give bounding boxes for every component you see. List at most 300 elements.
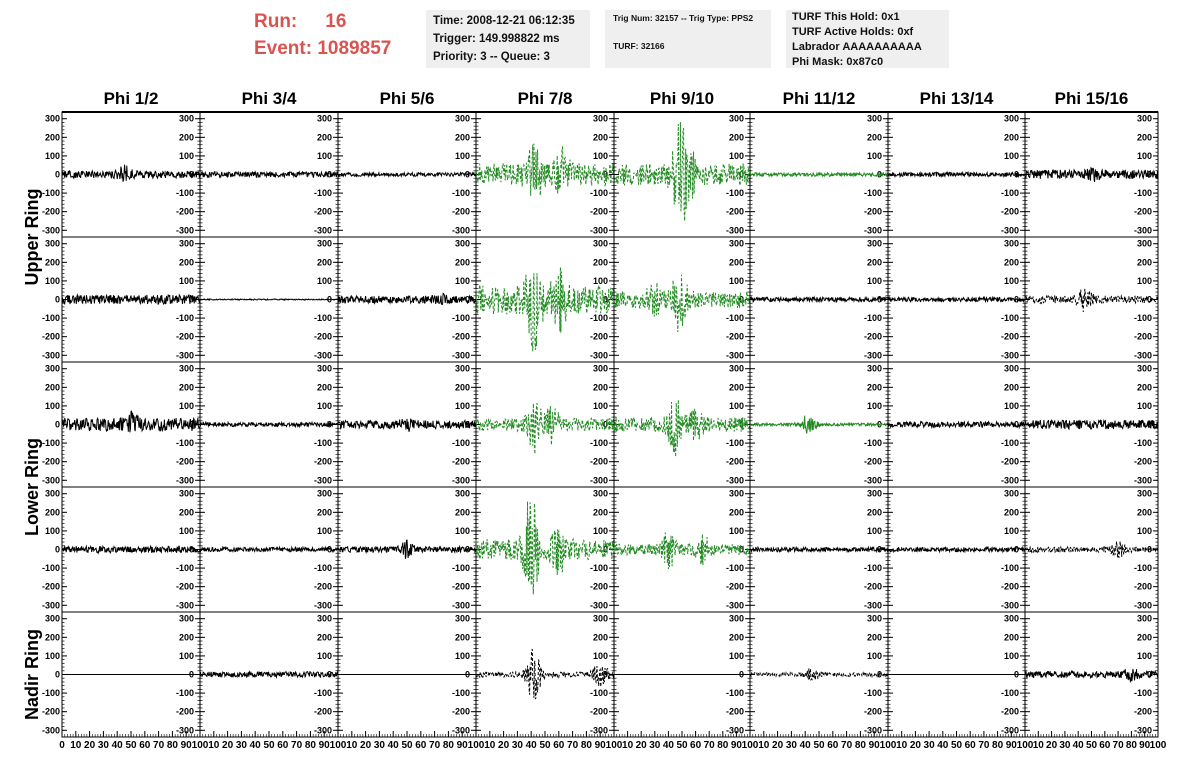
x-tick-label: 100: [329, 740, 347, 751]
x-tick-label: 30: [235, 740, 247, 751]
run-value: 16: [325, 11, 347, 32]
y-tick-label: 300: [728, 238, 744, 249]
x-tick-label: 70: [1112, 740, 1124, 751]
y-tick-label: -100: [725, 438, 744, 449]
x-tick-label: 20: [772, 740, 784, 751]
run-label: Run:: [254, 11, 298, 32]
turf-hold-text: TURF This Hold: 0x1: [792, 11, 900, 23]
y-tick-label: -100: [589, 438, 608, 449]
y-tick-label: 300: [178, 488, 194, 499]
y-tick-label: -300: [175, 600, 194, 611]
y-tick-label: -300: [725, 225, 744, 236]
y-tick-label: -100: [863, 188, 882, 199]
y-tick-label: 200: [44, 257, 60, 268]
waveform-panel: [888, 612, 1034, 751]
x-tick-label: 90: [456, 740, 468, 751]
y-tick-label: 300: [728, 113, 744, 124]
waveform-panel: [42, 112, 200, 237]
y-tick-label: -300: [589, 600, 608, 611]
y-tick-label: -100: [863, 688, 882, 699]
y-tick-label: 200: [178, 257, 194, 268]
waveform-panel: [888, 362, 1025, 487]
y-tick-label: 300: [178, 238, 194, 249]
y-tick-label: -100: [313, 188, 332, 199]
waveform-trace: [1025, 541, 1158, 558]
y-tick-label: 0: [188, 294, 194, 305]
x-tick-label: 30: [511, 740, 523, 751]
y-tick-label: -300: [313, 600, 332, 611]
y-tick-label: 0: [326, 419, 332, 430]
y-tick-label: -300: [863, 475, 882, 486]
y-tick-label: -200: [725, 456, 744, 467]
y-tick-label: 200: [592, 382, 608, 393]
y-tick-label: 0: [602, 294, 608, 305]
y-tick-label: -200: [725, 331, 744, 342]
y-tick-label: 300: [1136, 488, 1152, 499]
y-tick-label: -300: [313, 350, 332, 361]
x-tick-label: 60: [553, 740, 565, 751]
y-tick-label: 300: [44, 613, 60, 624]
y-tick-label: -100: [175, 313, 194, 324]
y-tick-label: -300: [1000, 725, 1019, 736]
y-tick-label: -200: [589, 706, 608, 717]
y-tick-label: 100: [454, 275, 470, 286]
x-tick-label: 50: [263, 740, 275, 751]
y-tick-label: -300: [725, 350, 744, 361]
x-tick-label: 80: [1125, 740, 1137, 751]
y-tick-label: 300: [454, 113, 470, 124]
y-tick-label: 300: [728, 613, 744, 624]
y-tick-label: 100: [178, 275, 194, 286]
y-tick-label: -300: [175, 475, 194, 486]
y-tick-label: -200: [863, 331, 882, 342]
waveform-trace: [200, 547, 338, 551]
y-tick-label: 0: [876, 169, 882, 180]
priority-text: Priority: 3 -- Queue: 3: [433, 51, 550, 63]
y-tick-label: 100: [454, 150, 470, 161]
y-tick-label: 300: [316, 613, 332, 624]
y-tick-label: -300: [1133, 225, 1152, 236]
y-tick-label: -200: [313, 331, 332, 342]
x-tick-label: 10: [758, 740, 770, 751]
y-tick-label: 100: [866, 275, 882, 286]
x-tick-label: 80: [580, 740, 592, 751]
y-tick-label: 300: [592, 238, 608, 249]
y-tick-label: -100: [1000, 188, 1019, 199]
y-tick-label: -100: [725, 688, 744, 699]
y-tick-label: 300: [866, 363, 882, 374]
trig-num-text: Trig Num: 32157 -- Trig Type: PPS2: [613, 13, 754, 23]
x-tick-label: 100: [605, 740, 623, 751]
y-tick-label: -200: [589, 206, 608, 217]
x-tick-label: 10: [896, 740, 908, 751]
x-tick-label: 20: [498, 740, 510, 751]
x-tick-label: 20: [360, 740, 372, 751]
y-tick-label: -300: [863, 350, 882, 361]
y-tick-label: 100: [454, 650, 470, 661]
y-tick-label: 200: [1136, 132, 1152, 143]
x-tick-label: 90: [1139, 740, 1151, 751]
y-tick-label: -100: [1000, 688, 1019, 699]
waveform-trace: [1025, 168, 1158, 182]
y-tick-label: -100: [175, 563, 194, 574]
y-tick-label: 300: [316, 238, 332, 249]
y-tick-label: 0: [1146, 544, 1152, 555]
column-label: Phi 5/6: [379, 89, 435, 108]
trigger-text: Trigger: 149.998822 ms: [433, 33, 560, 45]
waveform-panel: [888, 112, 1025, 237]
x-tick-label: 60: [277, 740, 289, 751]
x-tick-label: 0: [59, 740, 65, 751]
waveform-panel: [476, 112, 614, 237]
y-tick-label: 100: [316, 400, 332, 411]
y-tick-label: 200: [454, 632, 470, 643]
y-tick-label: -200: [589, 456, 608, 467]
y-tick-label: -100: [41, 313, 60, 324]
waveform-panel: [200, 487, 338, 612]
y-tick-label: 100: [728, 275, 744, 286]
y-tick-label: -200: [41, 331, 60, 342]
y-tick-label: 200: [316, 507, 332, 518]
x-tick-label: 10: [484, 740, 496, 751]
y-tick-label: -100: [313, 313, 332, 324]
y-tick-label: -200: [1000, 456, 1019, 467]
y-tick-label: -300: [451, 225, 470, 236]
y-tick-label: 200: [1136, 507, 1152, 518]
y-tick-label: 100: [316, 150, 332, 161]
y-tick-label: 100: [178, 150, 194, 161]
waveform-panel: [200, 362, 338, 487]
y-tick-label: -300: [725, 600, 744, 611]
y-tick-label: 0: [738, 669, 744, 680]
y-tick-label: 300: [454, 613, 470, 624]
y-tick-label: 0: [54, 544, 60, 555]
y-tick-label: 200: [728, 507, 744, 518]
y-tick-label: 100: [44, 275, 60, 286]
x-tick-label: 30: [1059, 740, 1071, 751]
y-tick-label: 300: [44, 238, 60, 249]
y-tick-label: 300: [866, 238, 882, 249]
y-tick-label: -200: [41, 206, 60, 217]
y-tick-label: -100: [863, 563, 882, 574]
x-tick-label: 40: [662, 740, 674, 751]
y-tick-label: -300: [1133, 600, 1152, 611]
waveform-panel: [1025, 612, 1167, 751]
y-tick-label: 200: [866, 257, 882, 268]
x-tick-label: 10: [1032, 740, 1044, 751]
waveform-trace: [888, 172, 1025, 176]
y-tick-label: -300: [725, 475, 744, 486]
y-tick-label: 300: [1003, 488, 1019, 499]
x-tick-label: 60: [1099, 740, 1111, 751]
y-tick-label: -200: [313, 206, 332, 217]
y-tick-label: 0: [54, 169, 60, 180]
y-tick-label: 0: [1013, 294, 1019, 305]
waveform-panel: [338, 362, 476, 487]
y-tick-label: 300: [728, 488, 744, 499]
waveform-panel: [476, 362, 614, 487]
y-tick-label: 0: [602, 544, 608, 555]
waveform-trace: [750, 547, 888, 551]
y-tick-label: -100: [1133, 188, 1152, 199]
y-tick-label: -300: [41, 475, 60, 486]
y-tick-label: 0: [876, 419, 882, 430]
waveform-panel: [750, 612, 897, 751]
y-tick-label: -100: [589, 313, 608, 324]
y-tick-label: 100: [592, 150, 608, 161]
x-tick-label: 60: [964, 740, 976, 751]
waveform-panel: [1025, 112, 1158, 237]
y-tick-label: -200: [863, 581, 882, 592]
ring-label: Lower Ring: [22, 438, 42, 536]
waveform-panel: [338, 237, 476, 362]
x-tick-label: 40: [525, 740, 537, 751]
waveform-panel: [614, 237, 750, 362]
y-tick-label: 0: [738, 544, 744, 555]
y-tick-label: 0: [464, 419, 470, 430]
y-tick-label: 300: [454, 363, 470, 374]
y-tick-label: 200: [44, 132, 60, 143]
y-tick-label: 0: [54, 669, 60, 680]
y-tick-label: -300: [863, 600, 882, 611]
waveform-trace: [338, 173, 476, 177]
y-tick-label: 100: [316, 275, 332, 286]
y-tick-label: 200: [454, 132, 470, 143]
y-tick-label: 200: [592, 257, 608, 268]
y-tick-label: 100: [1003, 275, 1019, 286]
y-tick-label: 0: [876, 294, 882, 305]
y-tick-label: 0: [326, 294, 332, 305]
y-tick-label: 200: [592, 507, 608, 518]
y-tick-label: 200: [316, 632, 332, 643]
y-tick-label: -100: [1133, 313, 1152, 324]
waveform-trace: [62, 411, 200, 432]
y-tick-label: -100: [725, 563, 744, 574]
y-tick-label: 200: [592, 632, 608, 643]
y-tick-label: 200: [178, 132, 194, 143]
y-tick-label: 100: [44, 650, 60, 661]
waveform-trace: [200, 169, 338, 180]
x-tick-label: 40: [799, 740, 811, 751]
y-tick-label: -200: [451, 331, 470, 342]
y-tick-label: -200: [1000, 206, 1019, 217]
y-tick-label: 300: [866, 113, 882, 124]
y-tick-label: 200: [454, 257, 470, 268]
y-tick-label: 0: [602, 169, 608, 180]
y-tick-label: 200: [866, 382, 882, 393]
y-tick-label: 0: [602, 419, 608, 430]
y-tick-label: -200: [41, 581, 60, 592]
y-tick-label: 200: [316, 257, 332, 268]
y-tick-label: -100: [41, 563, 60, 574]
x-tick-label: 70: [153, 740, 165, 751]
waveform-trace: [200, 299, 338, 300]
y-tick-label: 300: [1136, 363, 1152, 374]
x-tick-label: 50: [539, 740, 551, 751]
y-tick-label: -200: [725, 581, 744, 592]
x-tick-label: 70: [429, 740, 441, 751]
waveform-trace: [750, 668, 888, 680]
y-tick-label: -300: [313, 725, 332, 736]
waveform-panel: [338, 612, 485, 751]
x-tick-label: 100: [879, 740, 897, 751]
y-tick-label: 0: [188, 419, 194, 430]
y-tick-label: -200: [175, 581, 194, 592]
y-tick-label: 300: [592, 113, 608, 124]
x-tick-label: 40: [387, 740, 399, 751]
y-tick-label: 100: [1003, 525, 1019, 536]
y-tick-label: -200: [1133, 581, 1152, 592]
y-tick-label: 200: [178, 382, 194, 393]
y-tick-label: 0: [326, 544, 332, 555]
x-tick-label: 50: [1085, 740, 1098, 751]
y-tick-label: -300: [451, 725, 470, 736]
y-tick-label: 0: [876, 669, 882, 680]
waveform-panel: [338, 112, 476, 237]
y-tick-label: 100: [728, 650, 744, 661]
y-tick-label: -100: [175, 688, 194, 699]
y-tick-label: -300: [175, 225, 194, 236]
y-tick-label: 300: [1003, 238, 1019, 249]
x-tick-label: 90: [180, 740, 192, 751]
waveform-trace: [888, 547, 1025, 551]
y-tick-label: -300: [175, 725, 194, 736]
y-tick-label: 200: [1003, 632, 1019, 643]
waveform-trace: [888, 419, 1025, 430]
column-label: Phi 9/10: [649, 89, 715, 108]
y-tick-label: -100: [1000, 313, 1019, 324]
x-tick-label: 10: [208, 740, 220, 751]
y-tick-label: 200: [316, 382, 332, 393]
y-tick-label: -300: [313, 475, 332, 486]
y-tick-label: -300: [1000, 350, 1019, 361]
y-tick-label: -100: [1000, 563, 1019, 574]
waveform-trace: [200, 669, 338, 680]
y-tick-label: 300: [1136, 613, 1152, 624]
waveform-panel: [614, 112, 750, 237]
y-tick-label: -200: [1133, 706, 1152, 717]
column-label: Phi 7/8: [517, 89, 573, 108]
y-tick-label: 100: [1136, 650, 1152, 661]
turf-active-text: TURF Active Holds: 0xf: [792, 26, 914, 38]
y-tick-label: 200: [728, 382, 744, 393]
x-tick-label: 80: [854, 740, 866, 751]
y-tick-label: -200: [1000, 581, 1019, 592]
y-tick-label: -200: [451, 456, 470, 467]
waveform-trace: [338, 540, 476, 559]
x-tick-label: 80: [442, 740, 454, 751]
y-tick-label: 0: [188, 544, 194, 555]
waveform-panel: [42, 362, 200, 487]
y-tick-label: 100: [1003, 650, 1019, 661]
waveform-trace: [1025, 289, 1158, 312]
waveform-panel: [1025, 362, 1158, 487]
x-tick-label: 70: [978, 740, 990, 751]
y-tick-label: 100: [44, 150, 60, 161]
y-tick-label: -200: [1000, 706, 1019, 717]
waveform-panel: [338, 487, 476, 612]
x-tick-label: 70: [841, 740, 853, 751]
y-tick-label: -100: [41, 688, 60, 699]
y-tick-label: -200: [175, 331, 194, 342]
y-tick-label: 0: [464, 669, 470, 680]
waveform-panel: [750, 112, 888, 237]
column-label: Phi 3/4: [241, 89, 297, 108]
y-tick-label: -200: [725, 206, 744, 217]
y-tick-label: 100: [316, 525, 332, 536]
y-tick-label: 300: [178, 613, 194, 624]
y-tick-label: -100: [451, 438, 470, 449]
y-tick-label: -300: [175, 350, 194, 361]
y-tick-label: -300: [451, 475, 470, 486]
y-tick-label: 100: [592, 275, 608, 286]
y-tick-label: 200: [1003, 507, 1019, 518]
y-tick-label: -300: [41, 225, 60, 236]
x-tick-label: 60: [139, 740, 151, 751]
y-tick-label: 300: [592, 613, 608, 624]
y-tick-label: 0: [1013, 669, 1019, 680]
y-tick-label: 200: [44, 632, 60, 643]
y-tick-label: 0: [464, 544, 470, 555]
x-tick-label: 50: [125, 740, 137, 751]
y-tick-label: -100: [589, 188, 608, 199]
y-tick-label: 0: [464, 169, 470, 180]
waveform-trace: [62, 165, 200, 182]
y-tick-label: 300: [1136, 238, 1152, 249]
y-tick-label: -200: [589, 331, 608, 342]
waveform-panel: [42, 612, 209, 751]
y-tick-label: 300: [1136, 113, 1152, 124]
waveform-panel: [476, 487, 614, 612]
waveform-panel: [476, 237, 614, 362]
y-tick-label: -200: [313, 581, 332, 592]
y-tick-label: 0: [1146, 294, 1152, 305]
y-tick-label: 100: [728, 525, 744, 536]
y-tick-label: 300: [316, 363, 332, 374]
y-tick-label: 0: [738, 419, 744, 430]
y-tick-label: 0: [738, 294, 744, 305]
y-tick-label: -300: [41, 725, 60, 736]
y-tick-label: 100: [1136, 525, 1152, 536]
y-tick-label: 0: [1146, 419, 1152, 430]
y-tick-label: -100: [175, 438, 194, 449]
y-tick-label: 100: [728, 400, 744, 411]
y-tick-label: 300: [44, 113, 60, 124]
x-tick-label: 30: [923, 740, 935, 751]
y-tick-label: -100: [725, 188, 744, 199]
waveform-panel: [42, 487, 200, 612]
y-tick-label: 200: [728, 132, 744, 143]
y-tick-label: -200: [1133, 331, 1152, 342]
time-text: Time: 2008-12-21 06:12:35: [433, 15, 575, 27]
y-tick-label: 200: [866, 132, 882, 143]
y-tick-label: 0: [188, 169, 194, 180]
waveform-panel: [200, 612, 347, 751]
y-tick-label: -300: [1000, 475, 1019, 486]
y-tick-label: -200: [175, 456, 194, 467]
x-tick-label: 90: [1005, 740, 1017, 751]
y-tick-label: -300: [1000, 600, 1019, 611]
y-tick-label: 200: [454, 382, 470, 393]
waveform-panel: [42, 237, 200, 362]
y-tick-label: 300: [1003, 613, 1019, 624]
waveform-panel: [750, 237, 888, 362]
y-tick-label: -300: [451, 600, 470, 611]
y-tick-label: -200: [451, 706, 470, 717]
y-tick-label: 100: [866, 150, 882, 161]
x-tick-label: 30: [649, 740, 661, 751]
x-tick-label: 50: [676, 740, 688, 751]
